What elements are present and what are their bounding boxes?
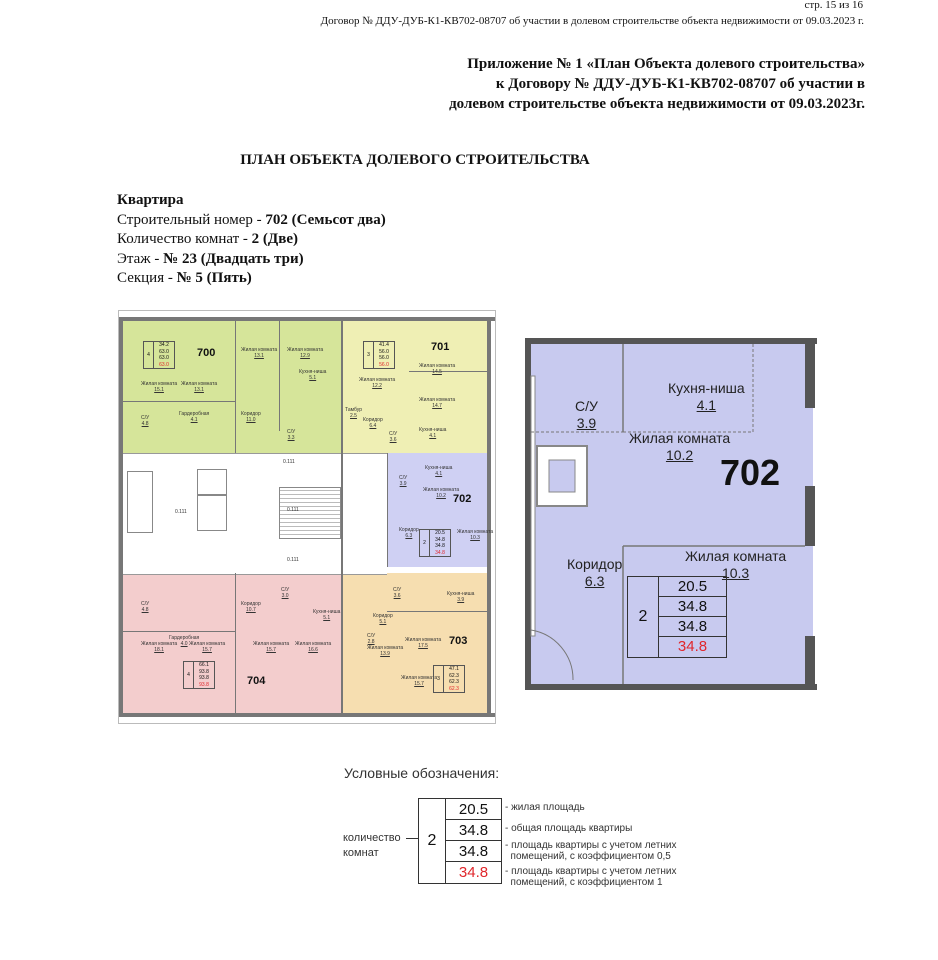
apartment-heading: Квартира (117, 192, 184, 208)
floor-area-value: 56.0 (379, 361, 389, 368)
detail-apartment-number: 702 (720, 452, 781, 493)
core-label: 0.111 (175, 509, 187, 515)
outer-wall (487, 317, 491, 717)
floor-room-label: С/У 3.9 (399, 475, 408, 487)
detail-room-living-2: Жилая комната 10.3 (685, 548, 787, 581)
floor-room-label: Жилая комната 15.7 (401, 675, 438, 687)
partition (123, 631, 235, 632)
rooms-count-label: Количество комнат - (117, 231, 252, 247)
floor-area-value: 93.8 (199, 668, 209, 675)
detail-area-summer-1: 34.8 (677, 638, 708, 655)
detail-outer-wall (805, 636, 815, 690)
apartment-detail-plan (523, 336, 828, 694)
floor-room-label: Коридор 10.7 (241, 601, 261, 613)
floor-room-label: Кухня-ниша 4.1 (425, 465, 453, 477)
build-number-row (117, 211, 386, 231)
floor-area-value: 34.8 (435, 549, 445, 556)
floor-room-label: Жилая комната 13.1 (181, 381, 218, 393)
partition (387, 453, 388, 567)
floor-area-value: 63.0 (159, 355, 169, 361)
elevator-1 (197, 469, 227, 495)
legend-title: Условные обозначения: (344, 765, 500, 781)
floor-area-rooms: 4 (144, 342, 154, 368)
floor-area-box (419, 529, 451, 557)
build-number-label: Строительный номер - (117, 211, 266, 228)
stair-box (279, 487, 341, 539)
elevator-3 (127, 471, 153, 533)
outer-wall (119, 317, 495, 321)
section-row (117, 269, 386, 289)
core-label: 0.111 (287, 557, 299, 563)
detail-area-rooms: 2 (628, 577, 659, 657)
document-title: ПЛАН ОБЪЕКТА ДОЛЕВОГО СТРОИТЕЛЬСТВА (240, 152, 590, 168)
floor-area-box (433, 665, 465, 693)
legend-desc-living: - жилая площадь (505, 802, 585, 813)
floor-area-value: 62.3 (449, 672, 459, 679)
legend-area-box (418, 798, 502, 884)
page-number: стр. 15 из 16 (804, 0, 863, 11)
legend-pointer (406, 838, 418, 839)
partition (341, 321, 343, 713)
detail-room-bathroom: С/У 3.9 (575, 398, 598, 431)
legend-rooms-label-2: комнат (343, 847, 379, 859)
legend-rooms-label-1: количество (343, 832, 401, 844)
apt-number-703: 703 (449, 635, 468, 647)
floor-area-value: 62.3 (449, 679, 459, 685)
elevator-2 (197, 495, 227, 531)
apt-number-704: 704 (247, 675, 266, 687)
floor-room-label: Жилая комната 15.7 (189, 641, 226, 653)
floor-room-label: Коридор 6.4 (363, 417, 383, 429)
floor-area-box (183, 661, 215, 689)
floor-room-label: С/У 3.6 (389, 431, 398, 443)
legend-desc-summer-1: - площадь квартиры с учетом летних помещений, с коэффициентом 1 (505, 866, 677, 888)
floor-area-rooms: 2 (420, 530, 430, 556)
floor-room-label: Кухня-ниша 3.9 (447, 591, 475, 603)
floor-area-value: 63.0 (159, 361, 169, 368)
rooms-count-row (117, 230, 386, 250)
floor-room-label: Жилая комната 10.2 (423, 487, 460, 499)
detail-outer-wall (805, 338, 815, 408)
floor-room-label: С/У 3.3 (287, 429, 296, 441)
floor-room-label: Жилая комната 14.7 (419, 397, 456, 409)
floor-room-label: С/У 3.6 (393, 587, 402, 599)
apartment-info (117, 191, 386, 289)
floor-area-rooms: 3 (434, 666, 444, 692)
partition (123, 401, 235, 402)
detail-outer-wall (805, 486, 815, 546)
partition (387, 611, 487, 612)
detail-area-living: 20.5 (659, 577, 726, 597)
floor-area-value: 62.3 (449, 685, 459, 692)
floor-room-label: С/У 3.0 (281, 587, 290, 599)
core-label: 0.111 (287, 507, 299, 513)
floor-area-rooms: 4 (184, 662, 194, 688)
legend-area-summer-1: 34.8 (458, 863, 489, 881)
legend-desc-total: - общая площадь квартиры (505, 823, 633, 834)
floor-value: № 23 (Двадцать три) (163, 250, 304, 267)
floor-room-label: Кухня-ниша 5.1 (299, 369, 327, 381)
floor-room-label: Коридор 6.3 (399, 527, 419, 539)
floor-room-label: Жилая комната 17.5 (405, 637, 442, 649)
detail-room-living-1: Жилая комната 10.2 (629, 430, 731, 463)
floor-area-value: 20.5 (435, 530, 445, 536)
floor-area-value: 93.8 (199, 681, 209, 688)
floor-room-label: Жилая комната 13.1 (241, 347, 278, 359)
floor-area-value: 56.0 (379, 348, 389, 355)
floor-room-label: Кухня-ниша 4.1 (419, 427, 447, 439)
annex-line-3: долевом строительстве объекта недвижимости от 09.03.2023г. (449, 96, 865, 112)
floor-label: Этаж - (117, 250, 164, 267)
floor-room-label: Гардеробная 4.0 (169, 635, 200, 647)
building-core (123, 453, 387, 575)
outer-wall (119, 713, 495, 717)
contract-reference: Договор № ДДУ-ДУБ-К1-КВ702-08707 об участии в долевом строительстве объекта недвижимости от 09.03.2023 г. (320, 15, 864, 27)
legend-rooms-label (343, 831, 401, 861)
floor-room-label: Жилая комната 15.7 (253, 641, 290, 653)
floor-room-label: Гардеробная 4.1 (179, 411, 210, 423)
annex-heading (345, 54, 865, 114)
shaft-inner (549, 460, 575, 492)
detail-room-kitchen: Кухня-ниша 4.1 (668, 380, 745, 413)
section-value: № 5 (Пять) (176, 270, 252, 286)
floor-room-label: Жилая комната 16.6 (295, 641, 332, 653)
floor-room-label: Жилая комната 12.9 (287, 347, 324, 359)
floor-room-label: Коридор 11.0 (241, 411, 261, 423)
floor-area-value: 56.0 (379, 355, 389, 361)
floor-room-label: Жилая комната 14.5 (419, 363, 456, 375)
detail-outer-wall (525, 684, 817, 690)
rooms-count-value: 2 (Две) (251, 231, 298, 247)
legend-desc-summer-05: - площадь квартиры с учетом летних помещений, с коэффициентом 0,5 (505, 840, 677, 862)
floor-area-value: 47.1 (449, 666, 459, 672)
floor-room-label: Жилая комната 15.1 (141, 381, 178, 393)
floor-area-box (143, 341, 175, 369)
floor-area-value: 66.1 (199, 662, 209, 668)
floor-area-value: 41.4 (379, 342, 389, 348)
floor-room-label: Жилая комната 13.9 (367, 645, 404, 657)
annex-line-2: к Договору № ДДУ-ДУБ-К1-КВ702-08707 об участии в (495, 76, 865, 92)
floor-area-value: 93.8 (199, 675, 209, 681)
floor-area-value: 34.2 (159, 342, 169, 348)
floor-room-label: Жилая комната 12.2 (359, 377, 396, 389)
detail-outer-wall (525, 338, 817, 344)
section-label: Секция - (117, 270, 177, 286)
detail-area-box (627, 576, 727, 658)
floor-room-label: С/У 2.8 (367, 633, 376, 645)
legend-area-total: 34.8 (446, 820, 501, 841)
floor-room-label: Тамбур 2.5 (345, 407, 362, 419)
core-label: 0.111 (283, 459, 295, 465)
floor-area-value: 34.8 (435, 543, 445, 549)
floor-row (117, 250, 386, 270)
floor-room-label: Кухня-ниша 5.1 (313, 609, 341, 621)
window (531, 376, 535, 636)
build-number-value: 702 (Семьсот два) (265, 211, 386, 228)
apt-number-700: 700 (197, 347, 216, 359)
floor-area-value: 63.0 (159, 348, 169, 355)
floor-room-label: С/У 4.8 (141, 415, 150, 427)
floor-room-label: Коридор 5.1 (373, 613, 393, 625)
apt-number-701: 701 (431, 341, 450, 353)
detail-room-corridor: Коридор 6.3 (567, 556, 623, 589)
legend-area-rooms: 2 (419, 799, 446, 883)
legend-area-summer-05: 34.8 (446, 841, 501, 862)
legend-area-living: 20.5 (446, 799, 501, 820)
floor-room-label: Жилая комната 10.3 (457, 529, 494, 541)
floor-area-rooms: 3 (364, 342, 374, 368)
detail-area-total: 34.8 (659, 597, 726, 617)
floor-area-value: 34.8 (435, 536, 445, 543)
floor-area-box (363, 341, 395, 369)
floor-plan (118, 310, 496, 724)
detail-outer-wall (525, 338, 531, 690)
partition (235, 573, 236, 713)
detail-area-summer-05: 34.8 (659, 617, 726, 637)
partition (235, 321, 236, 453)
annex-line-1: Приложение № 1 «План Объекта долевого строительства» (467, 56, 865, 72)
partition (279, 321, 280, 431)
floor-room-label: Жилая комната 18.1 (141, 641, 178, 653)
apt-number-702: 702 (453, 493, 472, 505)
outer-wall (119, 317, 123, 717)
floor-room-label: С/У 4.8 (141, 601, 150, 613)
